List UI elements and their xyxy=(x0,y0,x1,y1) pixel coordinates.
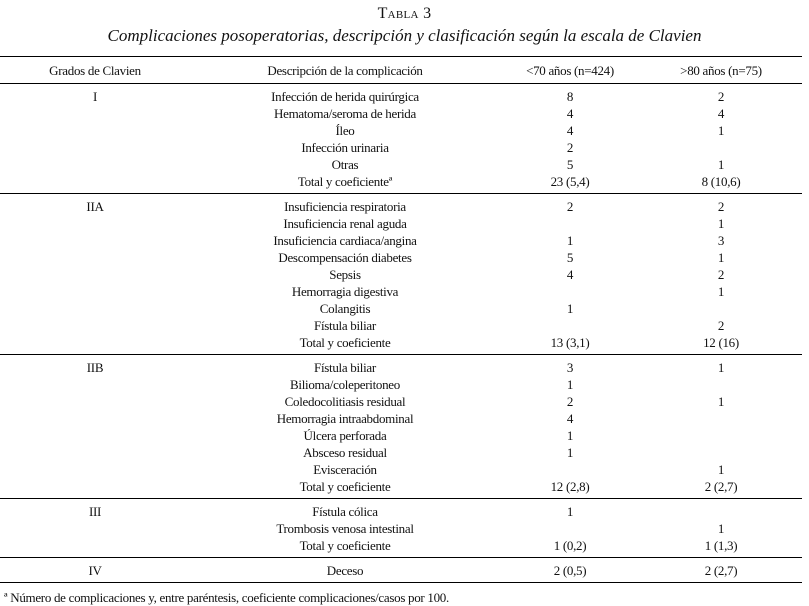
description-cell: Colangitis xyxy=(319,301,371,316)
under-70-cell xyxy=(500,461,640,478)
table-row xyxy=(0,537,802,558)
over-80-cell xyxy=(640,427,802,444)
over-80-cell: 2 (2,7) xyxy=(704,479,738,494)
description-cell: Insuficiencia respiratoria xyxy=(284,199,406,214)
grade-cell xyxy=(0,122,190,139)
table-row xyxy=(0,266,802,283)
description-cell: Hemorragia digestiva xyxy=(291,284,399,299)
grade-cell: I xyxy=(92,89,98,104)
description-cell: Infección urinaria xyxy=(301,140,389,155)
description-cell: Total y coeficiente xyxy=(299,538,391,553)
over-80-cell: 2 (2,7) xyxy=(704,563,738,578)
under-70-cell: 2 xyxy=(566,140,574,155)
over-80-cell: 1 xyxy=(717,521,725,536)
over-80-cell: 1 (1,3) xyxy=(704,538,738,553)
grade-cell xyxy=(0,249,190,266)
under-70-cell: 4 xyxy=(566,106,574,121)
over-80-cell: 1 xyxy=(717,394,725,409)
under-70-cell: 1 xyxy=(566,233,574,248)
over-80-cell xyxy=(640,376,802,393)
over-80-cell: 2 xyxy=(717,89,725,104)
description-cell: Total y coeficiente xyxy=(299,335,391,350)
over-80-cell: 12 (16) xyxy=(703,335,739,350)
over-80-cell: 1 xyxy=(717,250,725,265)
table-row xyxy=(0,300,802,317)
grade-cell xyxy=(0,393,190,410)
grade-cell xyxy=(0,300,190,317)
description-cell: Hemorragia intraabdominal xyxy=(276,411,414,426)
under-70-cell: 4 xyxy=(566,411,574,426)
under-70-cell: 4 xyxy=(566,123,574,138)
under-70-cell: 2 (0,5) xyxy=(553,563,587,578)
table-row xyxy=(0,232,802,249)
under-70-cell: 1 xyxy=(566,377,574,392)
clavien-table xyxy=(0,56,802,583)
table-row xyxy=(0,478,802,499)
table-body xyxy=(0,84,802,583)
over-80-cell xyxy=(640,410,802,427)
under-70-cell: 1 xyxy=(566,301,574,316)
under-70-cell: 12 (2,8) xyxy=(550,479,590,494)
description-cell: Fístula cólica xyxy=(312,504,378,519)
over-80-cell xyxy=(640,300,802,317)
grade-cell xyxy=(0,410,190,427)
table-row xyxy=(0,122,802,139)
table-row xyxy=(0,156,802,173)
grade-cell xyxy=(0,317,190,334)
table-row xyxy=(0,410,802,427)
under-70-cell xyxy=(500,283,640,300)
grade-cell xyxy=(0,376,190,393)
over-80-cell: 2 xyxy=(717,199,725,214)
grade-cell xyxy=(0,520,190,537)
over-80-cell: 4 xyxy=(717,106,725,121)
table-row xyxy=(0,215,802,232)
under-70-cell: 13 (3,1) xyxy=(550,335,590,350)
table-row xyxy=(0,444,802,461)
header-description: Descripción de la complicación xyxy=(267,62,423,78)
grade-cell xyxy=(0,105,190,122)
grade-cell xyxy=(0,283,190,300)
description-cell: Trombosis venosa intestinal xyxy=(276,521,414,536)
under-70-cell: 1 (0,2) xyxy=(553,538,587,553)
grade-cell xyxy=(0,266,190,283)
over-80-cell xyxy=(640,499,802,521)
grade-cell xyxy=(0,334,190,355)
grade-cell: IV xyxy=(88,563,102,578)
description-cell: Úlcera perforada xyxy=(303,428,387,443)
table-row xyxy=(0,558,802,583)
description-cell: Descompensación diabetes xyxy=(278,250,412,265)
description-cell: Bilioma/coleperitoneo xyxy=(290,377,400,392)
description-cell: Sepsis xyxy=(329,267,361,282)
over-80-cell: 1 xyxy=(717,284,725,299)
table-row xyxy=(0,355,802,377)
grade-cell xyxy=(0,461,190,478)
description-cell: Coledocolitiasis residual xyxy=(284,394,406,409)
under-70-cell: 5 xyxy=(566,250,574,265)
over-80-cell: 2 xyxy=(717,318,725,333)
under-70-cell: 1 xyxy=(566,428,574,443)
description-cell: Hematoma/seroma de herida xyxy=(274,106,416,121)
under-70-cell: 4 xyxy=(566,267,574,282)
description-cell: Absceso residual xyxy=(303,445,387,460)
table-title: Complicaciones posoperatorias, descripción y clasificación según la escala de Clavien xyxy=(107,26,702,45)
grade-cell xyxy=(0,537,190,558)
over-80-cell: 1 xyxy=(717,216,725,231)
grade-cell xyxy=(0,232,190,249)
table-number: Tabla 3 xyxy=(377,5,432,22)
table-row xyxy=(0,173,802,194)
footnote: ª Número de complicaciones y, entre paréntesis, coeficiente complicaciones/casos por 100. xyxy=(4,590,449,605)
grade-cell xyxy=(0,215,190,232)
description-cell: Insuficiencia cardiaca/angina xyxy=(273,233,417,248)
under-70-cell xyxy=(500,317,640,334)
under-70-cell: 8 xyxy=(566,89,574,104)
table-row xyxy=(0,317,802,334)
description-cell: Evisceración xyxy=(313,462,377,477)
under-70-cell xyxy=(500,520,640,537)
description-cell: Fístula biliar xyxy=(314,360,376,375)
table-row xyxy=(0,499,802,521)
grade-cell xyxy=(0,427,190,444)
description-cell: Fístula biliar xyxy=(314,318,376,333)
description-cell: Total y coeficiente xyxy=(299,479,391,494)
over-80-cell: 1 xyxy=(717,360,725,375)
grade-cell xyxy=(0,156,190,173)
table-row xyxy=(0,249,802,266)
over-80-cell: 8 (10,6) xyxy=(701,174,741,189)
header-row xyxy=(0,57,802,84)
header-under-70: <70 años (n=424) xyxy=(526,62,614,78)
grade-cell xyxy=(0,173,190,194)
under-70-cell: 5 xyxy=(566,157,574,172)
table-row xyxy=(0,84,802,106)
under-70-cell: 1 xyxy=(566,445,574,460)
header-over-80: >80 años (n=75) xyxy=(680,62,762,78)
grade-cell: IIA xyxy=(86,199,104,214)
grade-cell xyxy=(0,139,190,156)
under-70-cell: 2 xyxy=(566,199,574,214)
table-row xyxy=(0,194,802,216)
table-row xyxy=(0,139,802,156)
grade-cell: IIB xyxy=(86,360,104,375)
under-70-cell: 2 xyxy=(566,394,574,409)
table-row xyxy=(0,520,802,537)
over-80-cell: 1 xyxy=(717,462,725,477)
under-70-cell: 23 (5,4) xyxy=(550,174,590,189)
over-80-cell: 2 xyxy=(717,267,725,282)
grade-cell xyxy=(0,478,190,499)
grade-cell xyxy=(0,444,190,461)
table-row xyxy=(0,334,802,355)
description-cell: Infección de herida quirúrgica xyxy=(271,89,419,104)
header-grade: Grados de Clavien xyxy=(49,62,141,78)
over-80-cell: 1 xyxy=(717,157,725,172)
table-row xyxy=(0,376,802,393)
over-80-cell xyxy=(640,444,802,461)
table-row xyxy=(0,427,802,444)
over-80-cell: 1 xyxy=(717,123,725,138)
table-row xyxy=(0,461,802,478)
description-cell: Íleo xyxy=(335,123,355,138)
description-cell: Otras xyxy=(331,157,359,172)
over-80-cell xyxy=(640,139,802,156)
description-cell: Total y coeficienteª xyxy=(297,174,393,189)
grade-cell: III xyxy=(88,504,102,519)
over-80-cell: 3 xyxy=(717,233,725,248)
under-70-cell xyxy=(500,215,640,232)
table-row xyxy=(0,283,802,300)
table-row xyxy=(0,393,802,410)
table-row xyxy=(0,105,802,122)
under-70-cell: 1 xyxy=(566,504,574,519)
description-cell: Insuficiencia renal aguda xyxy=(283,216,407,231)
under-70-cell: 3 xyxy=(566,360,574,375)
description-cell: Deceso xyxy=(326,563,364,578)
